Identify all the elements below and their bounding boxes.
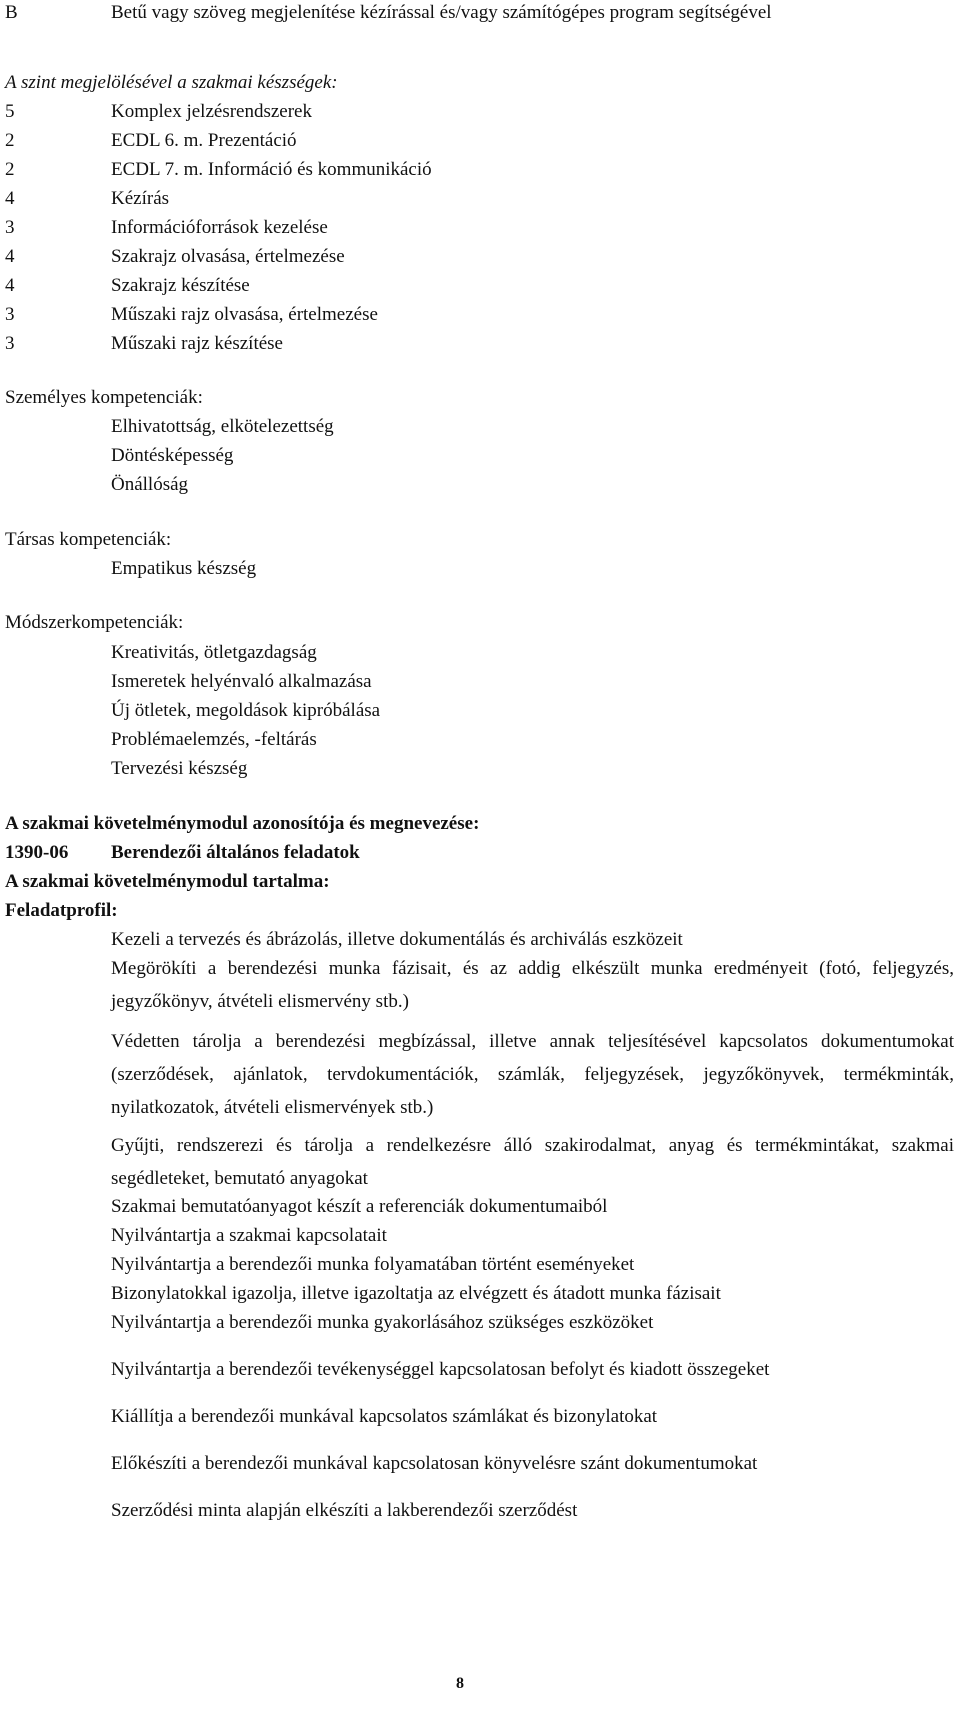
skill-label: Információforrások kezelése — [111, 217, 328, 238]
profile-heading: Feladatprofil: — [5, 900, 118, 921]
module-content-heading: A szakmai követelménymodul tartalma: — [5, 871, 330, 892]
module-code: 1390-06 — [5, 842, 69, 863]
skill-label: ECDL 7. m. Információ és kommunikáció — [111, 159, 432, 180]
personal-item: Döntésképesség — [111, 445, 234, 466]
task-item: Védetten tárolja a berendezési megbízással, illetve annak teljesítésével kapcsolatos dokumentumokat (szerződések, ajánlatok, tervdokumentációk, számlák, feljegyzések, jegyzőkönyvek, termékminták, nyilatkozatok, átvételi elismervények stb.) — [111, 1031, 954, 1118]
skill-level: 3 — [5, 333, 15, 354]
method-item: Új ötletek, megoldások kipróbálása — [111, 700, 381, 721]
top-text: Betű vagy szöveg megjelenítése kézírással és/vagy számítógépes program segítségével — [111, 2, 772, 23]
skill-level: 4 — [5, 188, 15, 209]
module-id-heading: A szakmai követelménymodul azonosítója és megnevezése: — [5, 813, 480, 834]
skill-label: Kézírás — [111, 188, 170, 209]
task-item: Szerződési minta alapján elkészíti a lakberendezői szerződést — [111, 1500, 578, 1521]
skill-level: 5 — [5, 101, 15, 122]
method-heading: Módszerkompetenciák: — [5, 612, 184, 633]
personal-item: Önállóság — [111, 474, 189, 495]
task-item: Megörökíti a berendezési munka fázisait, és az addig elkészült munka eredményeit (fotó, feljegyzés, jegyzőkönyv, átvételi elismervény stb.) — [111, 958, 954, 1012]
task-item: Szakmai bemutatóanyagot készít a referenciák dokumentumaiból — [111, 1196, 608, 1217]
skill-level: 3 — [5, 304, 15, 325]
social-item: Empatikus készség — [111, 558, 257, 579]
skill-label: Szakrajz olvasása, értelmezése — [111, 246, 345, 267]
skill-label: ECDL 6. m. Prezentáció — [111, 130, 297, 151]
skill-label: Szakrajz készítése — [111, 275, 250, 296]
task-item: Nyilvántartja a berendezői munka folyamatában történt eseményeket — [111, 1254, 635, 1275]
module-name: Berendezői általános feladatok — [111, 842, 360, 863]
skill-label: Műszaki rajz készítése — [111, 333, 283, 354]
skill-level: 2 — [5, 130, 15, 151]
method-item: Tervezési készség — [111, 758, 248, 779]
method-item: Ismeretek helyénvaló alkalmazása — [111, 671, 372, 692]
skills-heading: A szint megjelölésével a szakmai készségek: — [5, 72, 338, 93]
personal-heading: Személyes kompetenciák: — [5, 387, 203, 408]
skill-level: 4 — [5, 275, 15, 296]
top-letter: B — [5, 2, 18, 23]
task-item: Bizonylatokkal igazolja, illetve igazoltatja az elvégzett és átadott munka fázisait — [111, 1283, 721, 1304]
skill-level: 2 — [5, 159, 15, 180]
skill-label: Komplex jelzésrendszerek — [111, 101, 312, 122]
personal-item: Elhivatottság, elkötelezettség — [111, 416, 334, 437]
task-item: Nyilvántartja a berendezői tevékenységgel kapcsolatosan befolyt és kiadott összegeket — [111, 1359, 770, 1380]
page-number: 8 — [456, 1675, 464, 1692]
skill-level: 3 — [5, 217, 15, 238]
task-item: Előkészíti a berendezői munkával kapcsolatosan könyvelésre szánt dokumentumokat — [111, 1453, 758, 1474]
task-item: Kiállítja a berendezői munkával kapcsolatos számlákat és bizonylatokat — [111, 1406, 658, 1427]
skill-label: Műszaki rajz olvasása, értelmezése — [111, 304, 378, 325]
skill-level: 4 — [5, 246, 15, 267]
method-item: Kreativitás, ötletgazdagság — [111, 642, 317, 663]
task-item: Gyűjti, rendszerezi és tárolja a rendelkezésre álló szakirodalmat, anyag és termékmintákat, szakmai segédleteket, bemutató anyagokat — [111, 1135, 954, 1189]
task-item: Nyilvántartja a berendezői munka gyakorlásához szükséges eszközöket — [111, 1312, 654, 1333]
social-heading: Társas kompetenciák: — [5, 529, 172, 550]
method-item: Problémaelemzés, -feltárás — [111, 729, 317, 750]
task-item: Nyilvántartja a szakmai kapcsolatait — [111, 1225, 387, 1246]
task-item: Kezeli a tervezés és ábrázolás, illetve dokumentálás és archiválás eszközeit — [111, 929, 683, 950]
